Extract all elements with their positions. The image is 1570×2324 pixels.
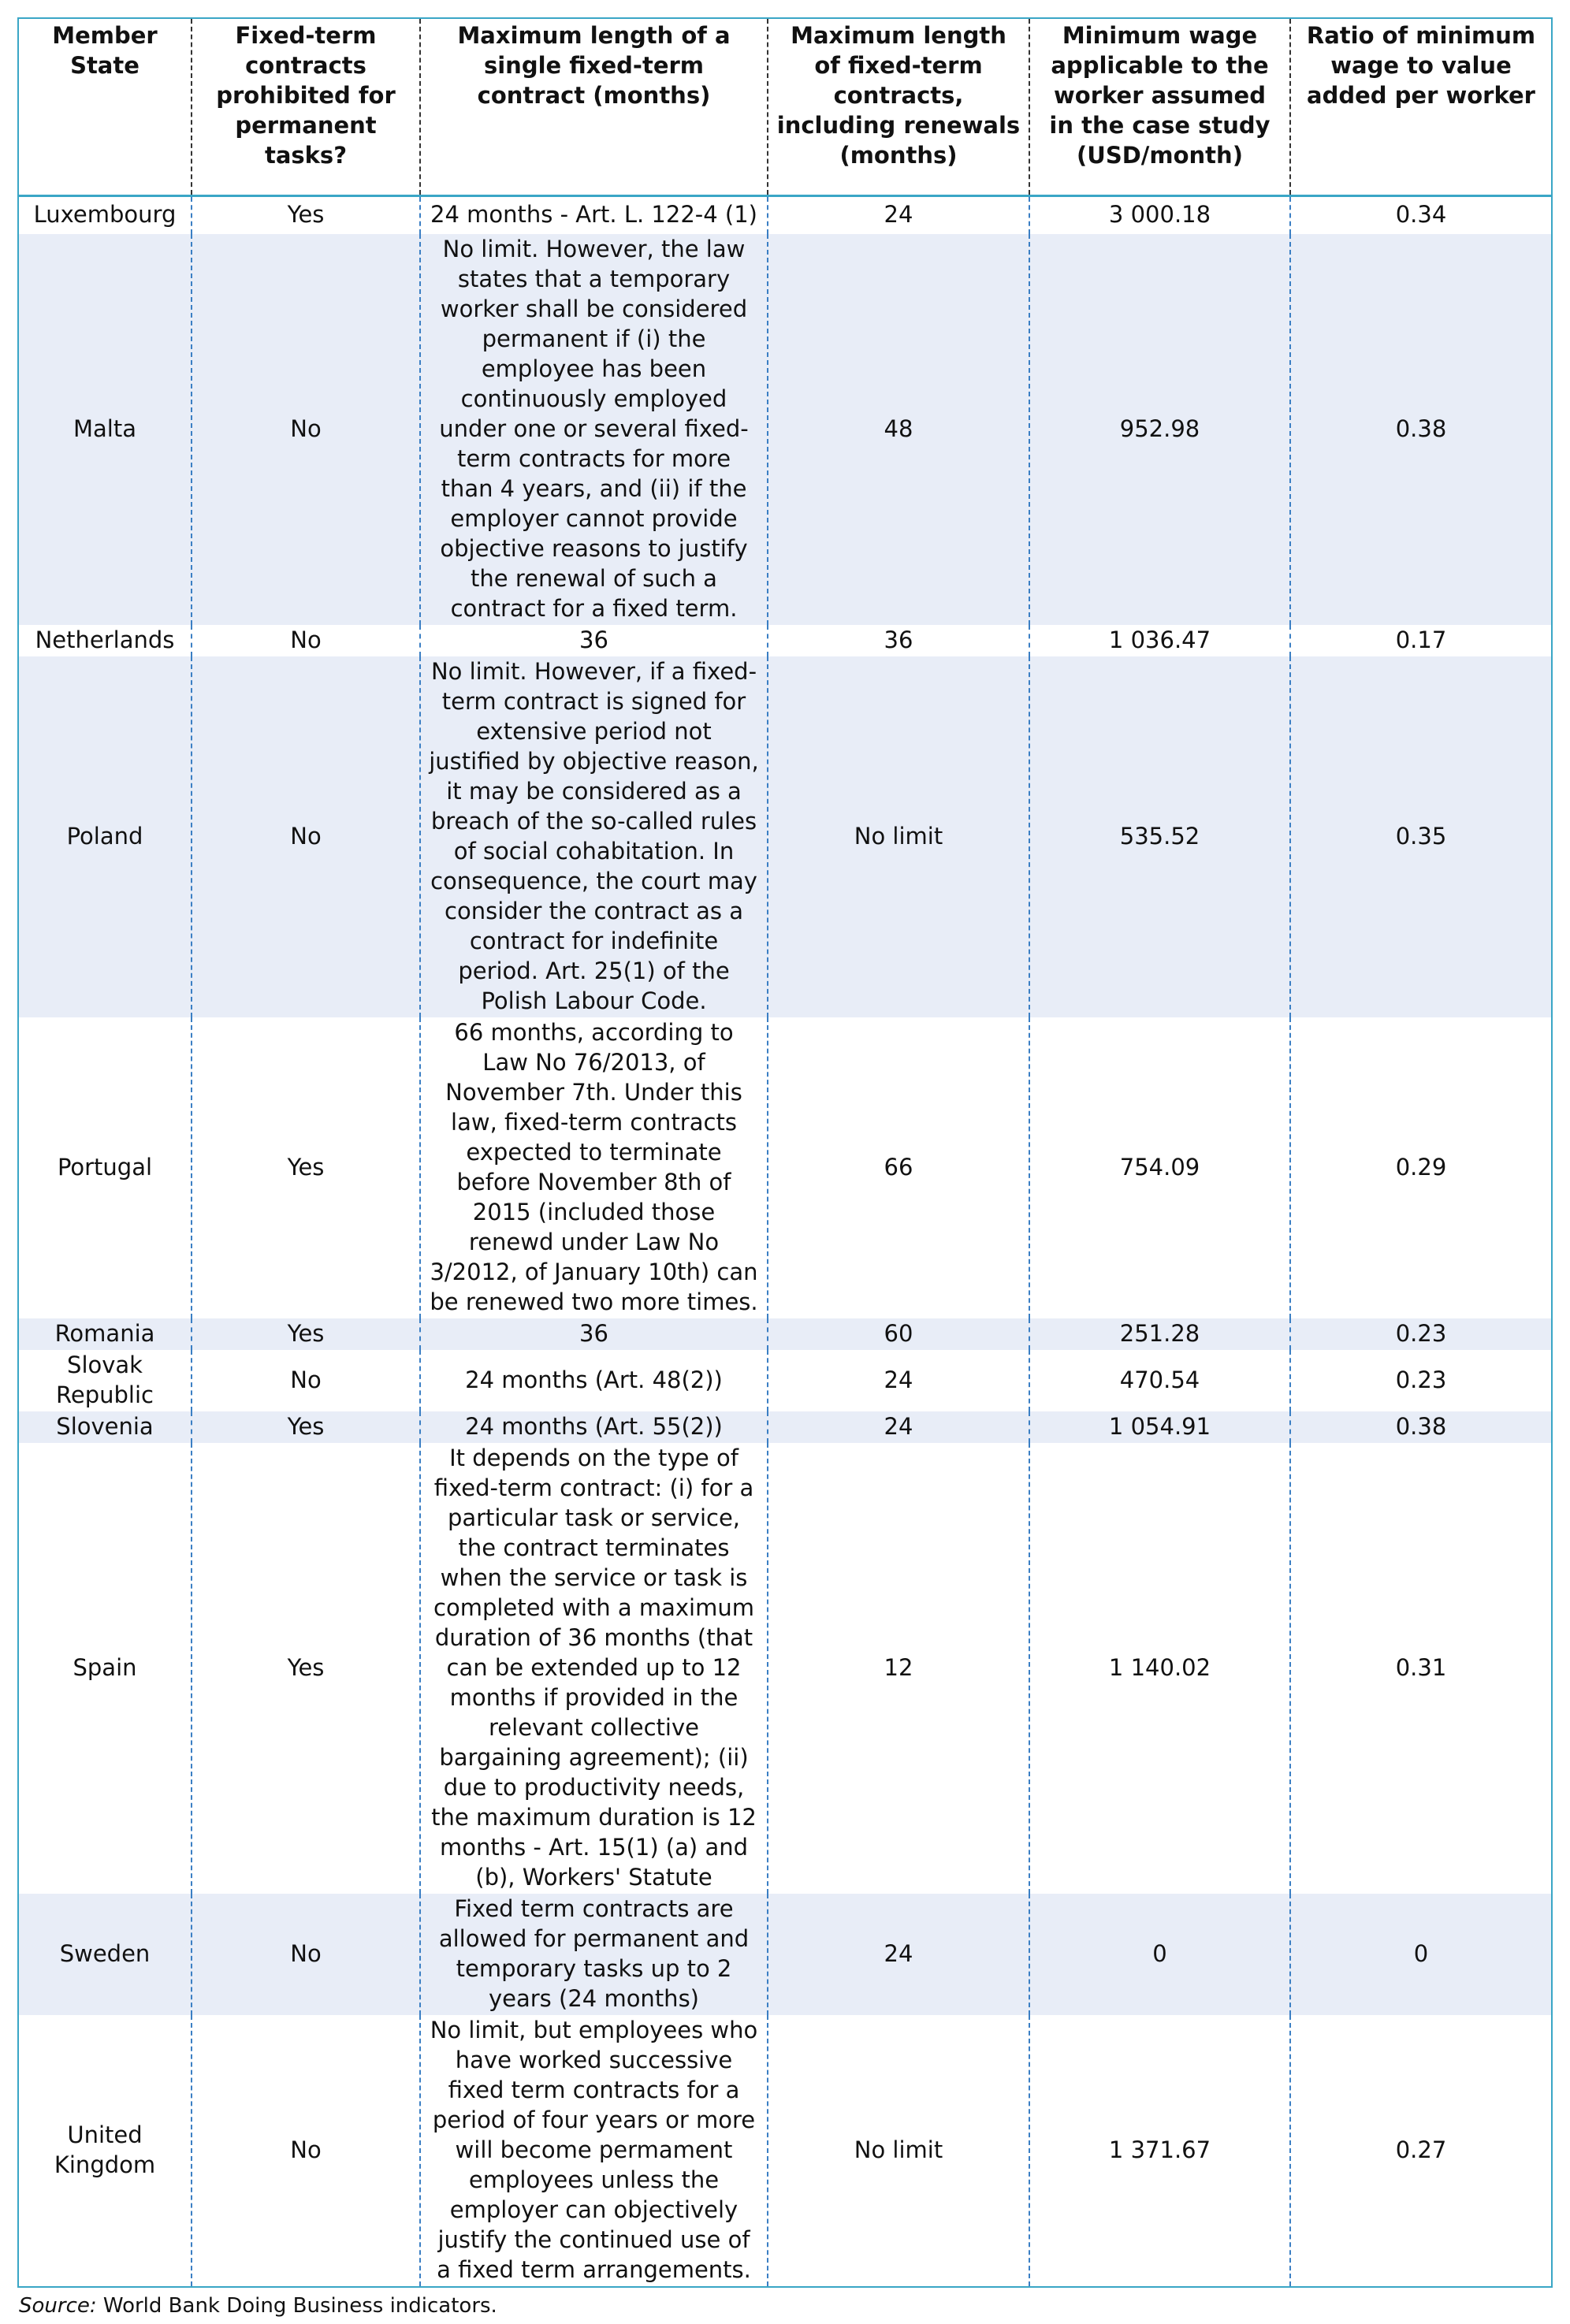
table-cell: No limit	[768, 656, 1029, 1017]
table-row	[19, 656, 1551, 1017]
table-cell: Poland	[19, 656, 192, 1017]
table-cell: 36	[420, 625, 768, 656]
table-cell: 24	[768, 1411, 1029, 1443]
column-header: Maximum length of fixed-term contracts, including renewals (months)	[768, 19, 1029, 195]
table-cell: 12	[768, 1443, 1029, 1894]
table-cell: 1 371.67	[1029, 2015, 1290, 2286]
table-cell: No	[192, 234, 420, 625]
table-cell: Slovenia	[19, 1411, 192, 1443]
table-cell: Spain	[73, 1654, 137, 1681]
table-cell: 0.38	[1290, 1411, 1551, 1443]
table-cell: No limit, but employees who have worked successive fixed term contracts for a period of four years or more will become permament employees unless the employer can objectively justify the continued use of a fixed term arrangements.	[420, 2015, 768, 2286]
table-cell: 36	[768, 625, 1029, 656]
table-cell: 0.23	[1290, 1318, 1551, 1350]
table-cell: No limit. However, if a fixed-term contract is signed for extensive period not justified by objective reason, it may be considered as a breach of the so-called rules of social cohabitation. In consequence, the court may consider the contract as a contract for indefinite period. Art. 25(1) of the Polish Labour Code.	[420, 656, 768, 1017]
table-cell: 24	[768, 1894, 1029, 2015]
table-cell: Yes	[192, 1017, 420, 1318]
table-cell: 24 months (Art. 55(2))	[420, 1411, 768, 1443]
table-cell: 0.17	[1290, 625, 1551, 656]
table-cell: 24	[768, 195, 1029, 234]
table-cell: 0.35	[1290, 656, 1551, 1017]
table-cell: 36	[420, 1318, 768, 1350]
table-cell: Yes	[192, 195, 420, 234]
table-cell: 1 036.47	[1029, 625, 1290, 656]
table-row	[19, 2015, 1551, 2286]
table-cell: 0.27	[1290, 2015, 1551, 2286]
source-text: World Bank Doing Business indicators.	[96, 2294, 497, 2318]
table-cell: No limit. However, the law states that a temporary worker shall be considered permanent if (i) the employee has been continuously employed under one or several fixed-term contracts for more than 4 years, and (ii) if the employer cannot provide objective reasons to justify the renewal of such a contract for a fixed term.	[420, 234, 768, 625]
table-cell: 0.34	[1290, 195, 1551, 234]
table-row	[19, 625, 1551, 656]
table-cell: 251.28	[1029, 1318, 1290, 1350]
table-cell: 0.29	[1290, 1017, 1551, 1318]
column-header: Ratio of minimum wage to value added per worker	[1290, 19, 1551, 195]
column-header: Minimum wage applicable to the worker assumed in the case study (USD/month)	[1029, 19, 1290, 195]
table-cell: 1 140.02	[1029, 1443, 1290, 1894]
table-cell: No	[192, 1894, 420, 2015]
table-cell: 24	[768, 1350, 1029, 1411]
table-cell: 48	[768, 234, 1029, 625]
table-cell: Romania	[19, 1318, 192, 1350]
table-cell: United Kingdom	[54, 2121, 156, 2178]
column-header: Member State	[19, 19, 192, 195]
table-cell: 0	[1290, 1894, 1551, 2015]
table-cell: Fixed term contracts are allowed for permanent and temporary tasks up to 2 years (24 months)	[420, 1894, 768, 2015]
table-cell: 952.98	[1029, 234, 1290, 625]
table-cell: 0.23	[1290, 1350, 1551, 1411]
table-cell: It depends on the type of fixed-term contract: (i) for a particular task or service, the contract terminates when the service or task is completed with a maximum duration of 36 months (that can be extended up to 12 months if provided in the relevant collective bargaining agreement); (ii) due to productivity needs, the maximum duration is 12 months - Art. 15(1) (a) and (b), Workers' Statute	[420, 1443, 768, 1894]
table-cell: 754.09	[1029, 1017, 1290, 1318]
table-cell: 66	[768, 1017, 1029, 1318]
table-row	[19, 1443, 1551, 1894]
table-cell: Luxembourg	[33, 201, 177, 229]
table-cell: No limit	[768, 2015, 1029, 2286]
table-cell: 0.38	[1290, 234, 1551, 625]
data-table-container	[17, 17, 1553, 2288]
column-header: Maximum length of a single fixed-term contract (months)	[420, 19, 768, 195]
table-cell: 3 000.18	[1029, 195, 1290, 234]
table-cell: Portugal	[57, 1154, 153, 1181]
table-cell: Yes	[192, 1443, 420, 1894]
table-cell: 0.31	[1290, 1443, 1551, 1894]
table-row	[19, 234, 1551, 625]
table-cell: No	[192, 2015, 420, 2286]
table-row	[19, 1017, 1551, 1318]
table-row	[19, 1411, 1551, 1443]
table-cell: Yes	[192, 1318, 420, 1350]
table-cell: 66 months, according to Law No 76/2013, of November 7th. Under this law, fixed-term contracts expected to terminate before November 8th of 2015 (included those renewd under Law No 3/2012, of January 10th) can be renewed two more times.	[420, 1017, 768, 1318]
source-note	[19, 2292, 497, 2319]
fixed-term-contracts-table	[19, 19, 1551, 2286]
table-cell: Slovak Republic	[56, 1352, 154, 1408]
table-cell: 470.54	[1029, 1350, 1290, 1411]
table-row	[19, 1350, 1551, 1411]
table-cell: Netherlands	[35, 627, 175, 653]
table-cell: Yes	[192, 1411, 420, 1443]
table-cell: 60	[768, 1318, 1029, 1350]
column-header: Fixed-term contracts prohibited for permanent tasks?	[192, 19, 420, 195]
table-cell: 535.52	[1029, 656, 1290, 1017]
table-cell: No	[192, 1350, 420, 1411]
table-cell: Sweden	[19, 1894, 192, 2015]
table-cell: 24 months - Art. L. 122-4 (1)	[420, 195, 768, 234]
table-row	[19, 1318, 1551, 1350]
table-cell: 24 months (Art. 48(2))	[420, 1350, 768, 1411]
table-cell: No	[192, 656, 420, 1017]
table-cell: No	[192, 625, 420, 656]
table-cell: 1 054.91	[1029, 1411, 1290, 1443]
table-row	[19, 195, 1551, 234]
table-cell: Malta	[19, 234, 192, 625]
table-cell: 0	[1029, 1894, 1290, 2015]
table-row	[19, 1894, 1551, 2015]
source-label: Source:	[19, 2294, 97, 2318]
table-header-row	[19, 19, 1551, 195]
